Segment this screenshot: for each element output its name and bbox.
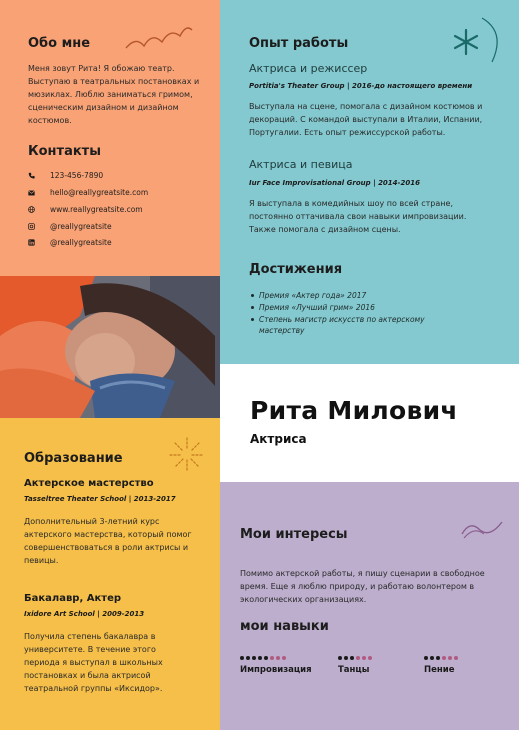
education-description: Дополнительный 3-летний курс актерского мастерства, который помог совершенствоваться в роли актрисы и певицы. — [24, 517, 192, 565]
skill-dot-filled — [240, 656, 244, 660]
job-company: Portitia's Theater Group | 2016-до настоящего времени — [249, 82, 473, 90]
job-role: Актриса и певица — [249, 158, 353, 171]
skill-dot-empty — [442, 656, 446, 660]
interests-text: Помимо актерской работы, я пишу сценарии в свободное время. Еще я люблю природу, и работаю волонтером в экологических организациях. — [240, 569, 485, 604]
job-role: Актриса и режиссер — [249, 62, 368, 75]
skill-item — [338, 656, 372, 675]
globe-icon — [28, 206, 35, 213]
skill-label: Пение — [424, 665, 455, 675]
job-company: Iur Face Improvisational Group | 2014-2016 — [249, 179, 420, 187]
education-title: Образование — [24, 451, 123, 466]
skill-dot-filled — [264, 656, 268, 660]
contact-linkedin[interactable] — [28, 238, 112, 247]
wave-decoration-icon — [460, 516, 504, 540]
phone-icon — [28, 172, 35, 179]
about-text: Меня зовут Рита! Я обожаю театр. Выступаю в театральных постановках и мюзиклах. Люблю заниматься гримом, сценическим дизайном и дизайном костюмов. — [28, 64, 200, 125]
education-school: Tasseltree Theater School | 2013-2017 — [24, 495, 176, 503]
skill-rating — [338, 656, 372, 660]
contact-email-value: hello@reallygreatsite.com — [50, 188, 149, 197]
skill-dot-empty — [356, 656, 360, 660]
skill-dot-filled — [344, 656, 348, 660]
skill-item — [424, 656, 458, 675]
achievement-item: Степень магистр искусств по актерскому мастерству — [259, 314, 449, 336]
skill-label: Импровизация — [240, 665, 312, 675]
skill-dot-filled — [258, 656, 262, 660]
contact-instagram-value: @reallygreatsite — [50, 222, 112, 231]
squiggle-decoration-icon — [122, 22, 194, 54]
contact-email[interactable] — [28, 188, 148, 197]
skill-dot-filled — [252, 656, 256, 660]
skill-dot-empty — [270, 656, 274, 660]
asterisk-decoration-icon — [448, 14, 503, 70]
about-title: Обо мне — [28, 36, 91, 51]
education-description: Получила степень бакалавра в университете. В течение этого периода я выступал в школьных постановках и была актрисой театральной группы «Иксидор». — [24, 632, 163, 693]
skill-dot-empty — [368, 656, 372, 660]
skill-dot-filled — [430, 656, 434, 660]
skill-dot-empty — [282, 656, 286, 660]
person-profession: Актриса — [250, 432, 307, 446]
burst-decoration-icon — [166, 434, 208, 476]
skill-dot-empty — [276, 656, 280, 660]
linkedin-icon — [28, 239, 35, 246]
mail-icon — [28, 189, 35, 196]
skill-dot-filled — [436, 656, 440, 660]
job-description: Выступала на сцене, помогала с дизайном костюмов и декораций. С командой выступали в Италии, Испании, Португалии. Есть опыт режиссурской работы. — [249, 102, 483, 137]
skills-title: мои навыки — [240, 619, 329, 634]
contact-phone-value: 123-456-7890 — [50, 171, 104, 180]
education-degree: Актерское мастерство — [24, 478, 154, 489]
job-description: Я выступала в комедийных шоу по всей стране, постоянно оттачивала свои навыки импровизации. Также помогала с дизайном сцены. — [249, 199, 467, 234]
skill-rating — [424, 656, 458, 660]
skill-item — [240, 656, 312, 675]
skill-rating — [240, 656, 312, 660]
contact-website-value: www.reallygreatsite.com — [50, 205, 143, 214]
skill-dot-empty — [454, 656, 458, 660]
skill-dot-filled — [350, 656, 354, 660]
skill-dot-filled — [338, 656, 342, 660]
instagram-icon — [28, 223, 35, 230]
skill-dot-empty — [448, 656, 452, 660]
person-name: Рита Милович — [250, 396, 458, 425]
photo-illustration — [0, 276, 220, 418]
contact-website[interactable] — [28, 205, 143, 214]
achievement-item: Премия «Лучший грим» 2016 — [259, 302, 439, 313]
achievements-title: Достижения — [249, 262, 343, 277]
contacts-title: Контакты — [28, 144, 101, 159]
achievement-item: Премия «Актер года» 2017 — [259, 290, 439, 301]
skill-dot-filled — [246, 656, 250, 660]
skill-dot-empty — [362, 656, 366, 660]
skill-dot-filled — [424, 656, 428, 660]
contact-instagram[interactable] — [28, 222, 112, 231]
education-degree: Бакалавр, Актер — [24, 593, 122, 604]
interests-title: Мои интересы — [240, 527, 348, 542]
contact-phone[interactable] — [28, 171, 103, 180]
skill-label: Танцы — [338, 665, 370, 675]
contact-linkedin-value: @reallygreatsite — [50, 238, 112, 247]
education-school: Ixidore Art School | 2009-2013 — [24, 610, 145, 618]
experience-title: Опыт работы — [249, 36, 349, 51]
profile-photo — [0, 276, 220, 418]
